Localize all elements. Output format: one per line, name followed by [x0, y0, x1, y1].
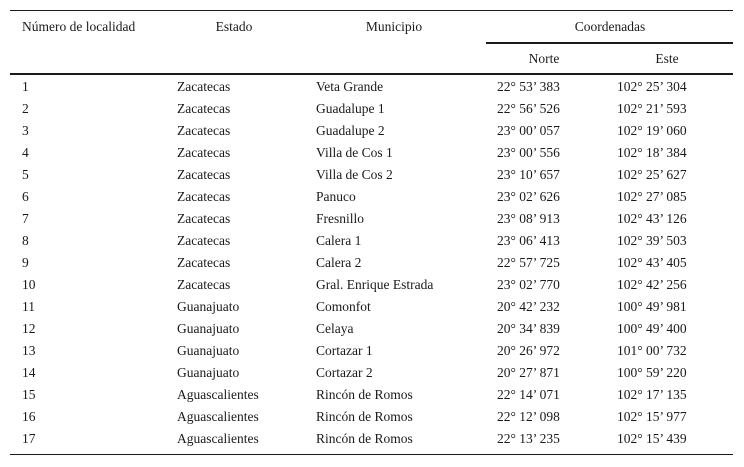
- cell-municipio: Fresnillo: [316, 211, 365, 226]
- table-row: [0, 344, 744, 366]
- cell-norte: 23° 00’ 556: [497, 145, 560, 160]
- table-top-rule: [10, 10, 733, 11]
- cell-numero: 16: [22, 409, 36, 424]
- cell-norte: 22° 13’ 235: [497, 431, 560, 446]
- cell-este: 102° 15’ 439: [617, 431, 687, 446]
- cell-norte: 23° 08’ 913: [497, 211, 560, 226]
- cell-estado: Zacatecas: [177, 167, 231, 182]
- cell-este: 102° 25’ 304: [617, 79, 687, 94]
- cell-municipio: Rincón de Romos: [316, 387, 413, 402]
- cell-estado: Guanajuato: [177, 343, 240, 358]
- table-row: [0, 256, 744, 278]
- cell-municipio: Veta Grande: [316, 79, 384, 94]
- cell-municipio: Celaya: [316, 321, 354, 336]
- cell-numero: 13: [22, 343, 36, 358]
- cell-norte: 22° 56’ 526: [497, 101, 560, 116]
- cell-numero: 3: [22, 123, 29, 138]
- cell-norte: 23° 10’ 657: [497, 167, 560, 182]
- cell-norte: 23° 02’ 770: [497, 277, 560, 292]
- table-row: [0, 432, 744, 454]
- cell-este: 100° 49’ 981: [617, 299, 687, 314]
- cell-este: 102° 25’ 627: [617, 167, 687, 182]
- table-bottom-rule: [10, 454, 733, 455]
- cell-este: 102° 19’ 060: [617, 123, 687, 138]
- table-body: [0, 80, 744, 454]
- cell-municipio: Calera 2: [316, 255, 362, 270]
- cell-estado: Zacatecas: [177, 211, 231, 226]
- header-coordenadas: Coordenadas: [574, 19, 646, 34]
- cell-este: 102° 18’ 384: [617, 145, 687, 160]
- cell-norte: 22° 57’ 725: [497, 255, 560, 270]
- table-row: [0, 146, 744, 168]
- table-row: [0, 300, 744, 322]
- cell-estado: Zacatecas: [177, 189, 231, 204]
- cell-norte: 23° 06’ 413: [497, 233, 560, 248]
- cell-este: 101° 00’ 732: [617, 343, 687, 358]
- header-bottom-rule: [10, 73, 733, 75]
- cell-estado: Guanajuato: [177, 321, 240, 336]
- cell-municipio: Guadalupe 1: [316, 101, 385, 116]
- table-row: [0, 102, 744, 124]
- table-row: [0, 388, 744, 410]
- cell-numero: 10: [22, 277, 36, 292]
- table-row: [0, 234, 744, 256]
- cell-numero: 5: [22, 167, 29, 182]
- cell-numero: 17: [22, 431, 36, 446]
- cell-estado: Zacatecas: [177, 123, 231, 138]
- cell-este: 102° 42’ 256: [617, 277, 687, 292]
- cell-municipio: Calera 1: [316, 233, 362, 248]
- table-row: [0, 410, 744, 432]
- cell-numero: 14: [22, 365, 36, 380]
- cell-municipio: Villa de Cos 2: [316, 167, 393, 182]
- cell-norte: 23° 00’ 057: [497, 123, 560, 138]
- header-estado: Estado: [215, 19, 253, 34]
- cell-este: 102° 15’ 977: [617, 409, 687, 424]
- cell-estado: Zacatecas: [177, 145, 231, 160]
- cell-norte: 20° 26’ 972: [497, 343, 560, 358]
- cell-norte: 22° 12’ 098: [497, 409, 560, 424]
- table-row: [0, 212, 744, 234]
- cell-estado: Guanajuato: [177, 365, 240, 380]
- header-norte: Norte: [528, 51, 560, 66]
- cell-estado: Aguascalientes: [177, 409, 259, 424]
- cell-este: 102° 39’ 503: [617, 233, 687, 248]
- cell-municipio: Panuco: [316, 189, 356, 204]
- cell-estado: Zacatecas: [177, 277, 231, 292]
- cell-numero: 9: [22, 255, 29, 270]
- cell-estado: Aguascalientes: [177, 431, 259, 446]
- cell-estado: Zacatecas: [177, 79, 231, 94]
- table-row: [0, 322, 744, 344]
- cell-numero: 6: [22, 189, 29, 204]
- cell-numero: 15: [22, 387, 36, 402]
- cell-municipio: Gral. Enrique Estrada: [316, 277, 434, 292]
- table-row: [0, 366, 744, 388]
- cell-norte: 22° 14’ 071: [497, 387, 560, 402]
- cell-municipio: Rincón de Romos: [316, 431, 413, 446]
- cell-norte: 20° 42’ 232: [497, 299, 560, 314]
- cell-numero: 1: [22, 79, 29, 94]
- cell-este: 100° 59’ 220: [617, 365, 687, 380]
- cell-este: 102° 17’ 135: [617, 387, 687, 402]
- table-row: [0, 124, 744, 146]
- header-este: Este: [655, 51, 679, 66]
- cell-estado: Zacatecas: [177, 101, 231, 116]
- cell-estado: Zacatecas: [177, 255, 231, 270]
- cell-numero: 12: [22, 321, 36, 336]
- table-row: [0, 80, 744, 102]
- header-municipio: Municipio: [365, 19, 423, 34]
- cell-norte: 23° 02’ 626: [497, 189, 560, 204]
- cell-municipio: Cortazar 2: [316, 365, 373, 380]
- cell-este: 102° 43’ 126: [617, 211, 687, 226]
- cell-numero: 2: [22, 101, 29, 116]
- cell-municipio: Rincón de Romos: [316, 409, 413, 424]
- table-row: [0, 190, 744, 212]
- cell-municipio: Guadalupe 2: [316, 123, 385, 138]
- cell-numero: 4: [22, 145, 29, 160]
- table-row: [0, 278, 744, 300]
- cell-este: 102° 43’ 405: [617, 255, 687, 270]
- table-row: [0, 168, 744, 190]
- cell-numero: 11: [22, 299, 35, 314]
- cell-municipio: Cortazar 1: [316, 343, 373, 358]
- cell-estado: Zacatecas: [177, 233, 231, 248]
- cell-estado: Aguascalientes: [177, 387, 259, 402]
- cell-este: 102° 21’ 593: [617, 101, 687, 116]
- cell-numero: 8: [22, 233, 29, 248]
- cell-norte: 22° 53’ 383: [497, 79, 560, 94]
- cell-norte: 20° 27’ 871: [497, 365, 560, 380]
- cell-municipio: Villa de Cos 1: [316, 145, 393, 160]
- coordenadas-subrule: [486, 42, 733, 44]
- cell-numero: 7: [22, 211, 29, 226]
- cell-este: 102° 27’ 085: [617, 189, 687, 204]
- cell-municipio: Comonfot: [316, 299, 371, 314]
- header-numero: Número de localidad: [22, 19, 136, 34]
- cell-estado: Guanajuato: [177, 299, 240, 314]
- cell-norte: 20° 34’ 839: [497, 321, 560, 336]
- cell-este: 100° 49’ 400: [617, 321, 687, 336]
